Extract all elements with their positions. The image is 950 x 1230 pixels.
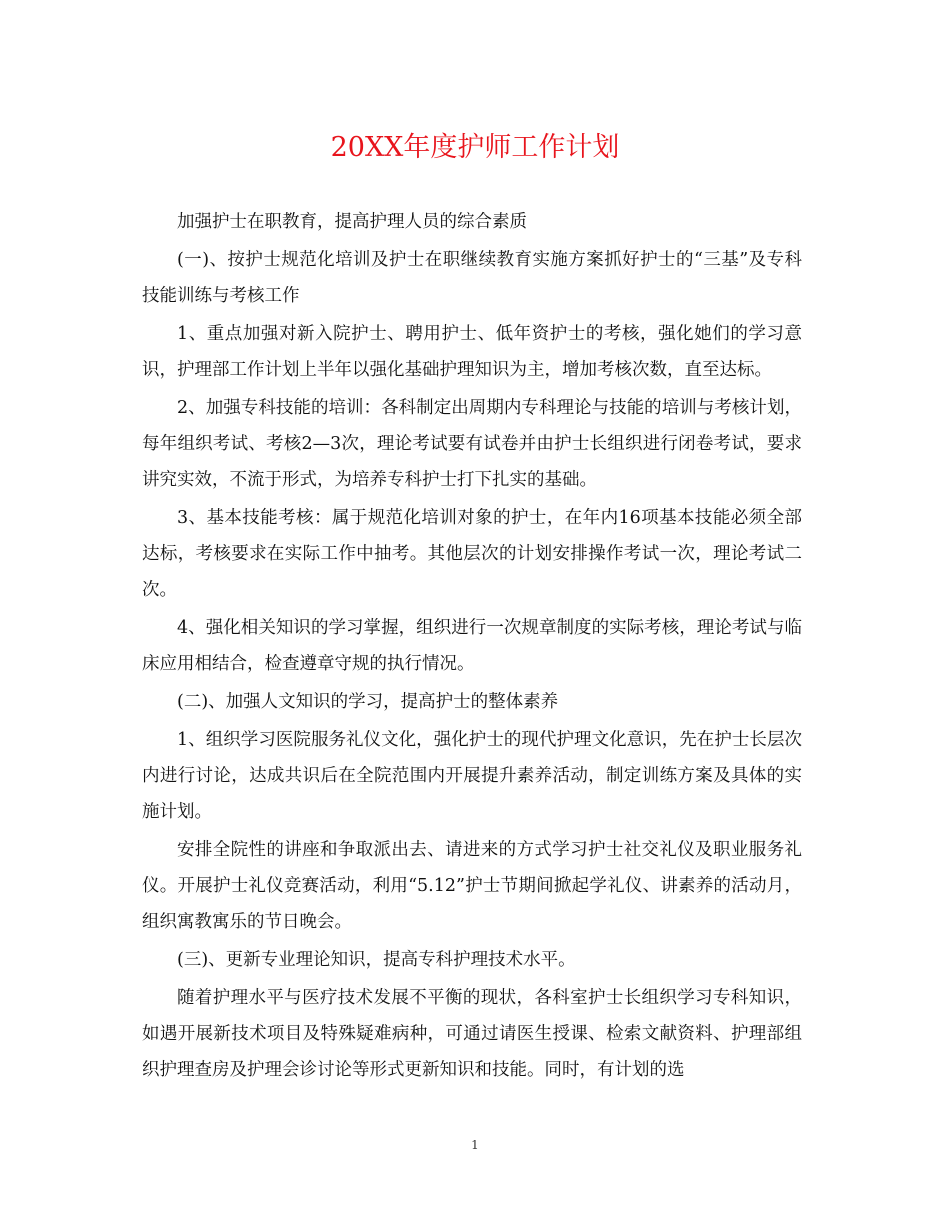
paragraph: 加强护士在职教育，提高护理人员的综合素质: [177, 212, 527, 232]
document-body: [142, 204, 802, 1090]
paragraph: (二)、加强人文知识的学习，提高护士的整体素养: [177, 692, 559, 712]
paragraph: (一)、按护士规范化培训及护士在职继续教育实施方案抓好护士的“三基”及专科技能训练与考核工作: [142, 250, 802, 306]
paragraph: 3、基本技能考核：属于规范化培训对象的护士，在年内16项基本技能必须全部达标，考核要求在实际工作中抽考。其他层次的计划安排操作考试一次，理论考试二次。: [142, 508, 802, 600]
paragraph: (三)、更新专业理论知识，提高专科护理技术水平。: [177, 950, 576, 970]
paragraph: 1、重点加强对新入院护士、聘用护士、低年资护士的考核，强化她们的学习意识，护理部工作计划上半年以强化基础护理知识为主，增加考核次数，直至达标。: [142, 324, 802, 380]
paragraph: 2、加强专科技能的培训：各科制定出周期内专科理论与技能的培训与考核计划，每年组织考试、考核2—3次，理论考试要有试卷并由护士长组织进行闭卷考试，要求讲究实效，不流于形式，为培养专科护士打下扎实的基础。: [142, 398, 802, 490]
paragraph: 随着护理水平与医疗技术发展不平衡的现状，各科室护士长组织学习专科知识，如遇开展新技术项目及特殊疑难病种，可通过请医生授课、检索文献资料、护理部组织护理查房及护理会诊讨论等形式更新知识和技能。同时，有计划的选: [142, 988, 802, 1080]
paragraph: 1、组织学习医院服务礼仪文化，强化护士的现代护理文化意识，先在护士长层次内进行讨论，达成共识后在全院范围内开展提升素养活动，制定训练方案及具体的实施计划。: [142, 730, 802, 822]
paragraph: 4、强化相关知识的学习掌握，组织进行一次规章制度的实际考核，理论考试与临床应用相结合，检查遵章守规的执行情况。: [142, 618, 802, 674]
document-title: 20XX年度护师工作计划: [330, 132, 620, 163]
page-number: 1: [471, 1138, 479, 1152]
paragraph: 安排全院性的讲座和争取派出去、请进来的方式学习护士社交礼仪及职业服务礼仪。开展护士礼仪竞赛活动，利用“5.12”护士节期间掀起学礼仪、讲素养的活动月，组织寓教寓乐的节日晚会。: [142, 840, 802, 932]
